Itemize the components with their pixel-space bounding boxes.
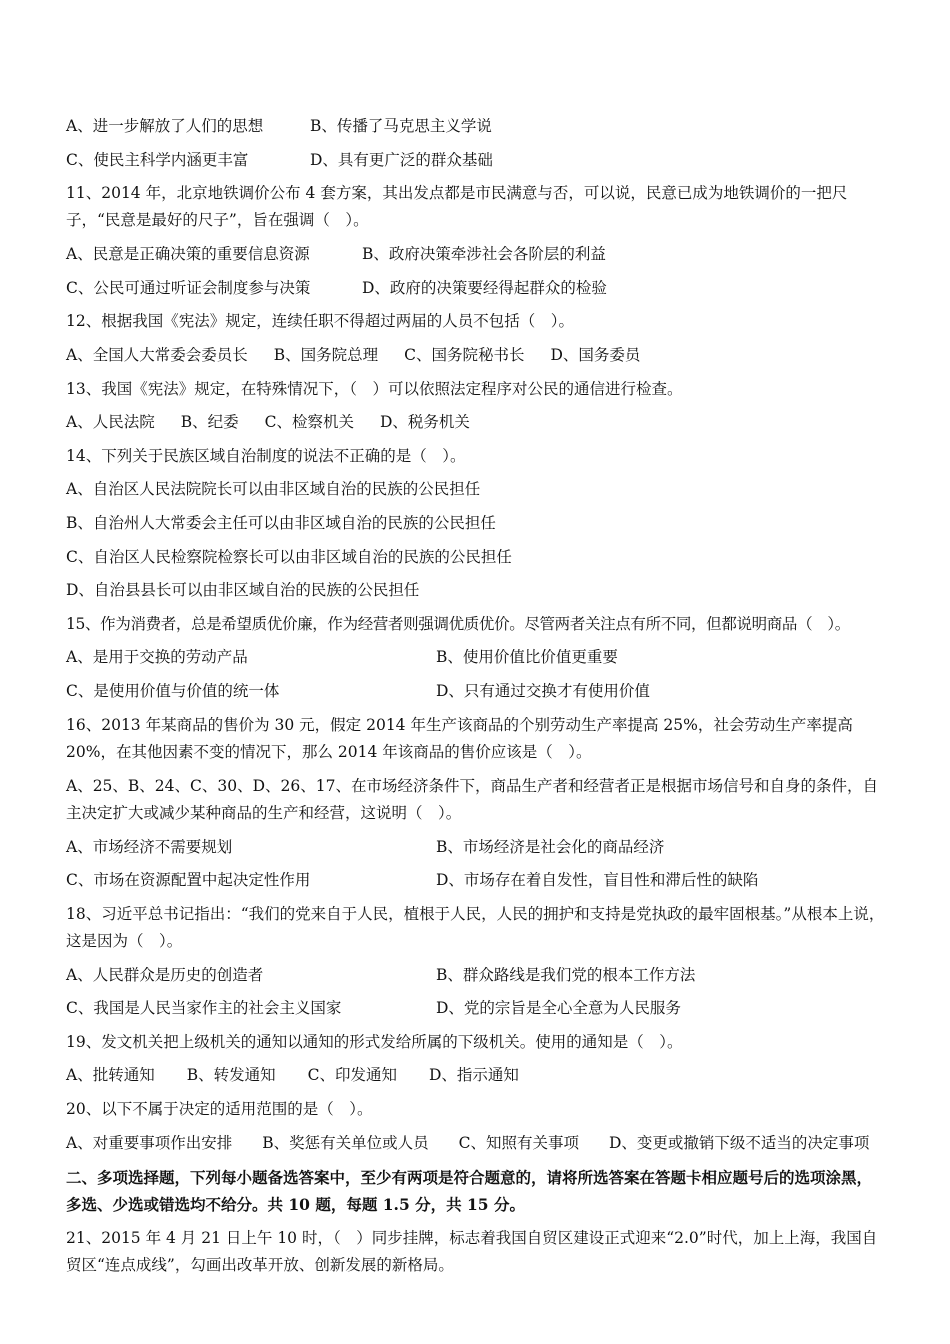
q11-option-b: B、政府决策牵涉社会各阶层的利益 [362,245,606,264]
q20-option-d: D、变更或撤销下级不适当的决定事项 [608,1133,870,1152]
q19-option-d: D、指示通知 [428,1066,519,1085]
q15-option-c: C、是使用价值与价值的统一体 [66,681,280,700]
q18-option-b: B、群众路线是我们党的根本工作方法 [436,965,696,984]
q10-option-a: A、进一步解放了人们的思想 [66,117,264,135]
q11-option-a: A、民意是正确决策的重要信息资源 [66,245,310,264]
q13-option-c: C、检察机关 [264,413,354,432]
q13-option-a: A、人民法院 [66,413,155,432]
q14-option-d: D、自治县县长可以由非区域自治的民族的公民担任 [66,581,420,600]
q15-option-a: A、是用于交换的劳动产品 [66,648,248,667]
q17-options-row-2 [66,864,886,898]
q11-option-d: D、政府的决策要经得起群众的检验 [362,278,607,297]
q10-option-d: D、具有更广泛的群众基础 [310,150,493,169]
q12-option-a: A、全国人大常委会委员长 [66,345,248,364]
q13-options-row [66,406,886,440]
q19-options-row [66,1059,886,1093]
q18-option-d: D、党的宗旨是全心全意为人民服务 [436,999,681,1018]
q15-stem: 15、作为消费者，总是希望质优价廉，作为经营者则强调优质优价。尽管两者关注点有所不同，但都说明商品（ ）。 [66,614,850,633]
q12-options-row [66,339,886,373]
q13-option-d: D、税务机关 [379,413,470,432]
q14-option-a: A、自治区人民法院院长可以由非区域自治的民族的公民担任 [66,480,481,499]
q21-stem: 21、2015 年 4 月 21 日上午 10 时，（ ）同步挂牌，标志着我国自贸区建设正式迎来“2.0”时代，加上上海，我国自贸区“连点成线”，勾画出改革开放、创新发展的新格局。 [66,1228,878,1274]
q20-option-c: C、知照有关事项 [458,1133,579,1152]
q20-stem: 20、以下不属于决定的适用范围的是（ ）。 [66,1100,373,1119]
q16-stem: 16、2013 年某商品的售价为 30 元，假定 2014 年生产该商品的个别劳动生产率提高 25%，社会劳动生产率提高 20%，在其他因素不变的情况下，那么 2014 年该商品的售价应该是（ ）。 [66,715,853,761]
q19-stem: 19、发文机关把上级机关的通知以通知的形式发给所属的下级机关。使用的通知是（ ）。 [66,1032,683,1051]
q14-option-b: B、自治州人大常委会主任可以由非区域自治的民族的公民担任 [66,513,496,532]
q18-options-row-1 [66,959,886,993]
q20-option-b: B、奖惩有关单位或人员 [262,1133,429,1152]
q13-option-b: B、纪委 [180,413,239,432]
q10-options-row-2 [66,144,886,178]
q17-stem: A、25、B、24、C、30、D、26、17、在市场经济条件下，商品生产者和经营者正是根据市场信号和自身的条件，自主决定扩大或减少某种商品的生产和经营，这说明（ ）。 [66,776,878,822]
q12-option-c: C、国务院秘书长 [404,345,525,364]
q10-options-row-1 [66,110,886,144]
q14-option-c: C、自治区人民检察院检察长可以由非区域自治的民族的公民担任 [66,547,512,566]
q17-option-a: A、市场经济不需要规划 [66,837,233,856]
q17-options-row-1 [66,831,886,865]
q18-stem: 18、习近平总书记指出：“我们的党来自于人民，植根于人民，人民的拥护和支持是党执政的最牢固根基。”从根本上说，这是因为（ ）。 [66,904,885,950]
q20-option-a: A、对重要事项作出安排 [66,1133,233,1152]
q11-options-row-1 [66,238,886,272]
q20-options-row [66,1127,886,1161]
q19-option-b: B、转发通知 [186,1066,276,1085]
q17-option-c: C、市场在资源配置中起决定性作用 [66,871,311,890]
q18-option-a: A、人民群众是历史的创造者 [66,965,264,984]
q11-options-row-2 [66,272,886,306]
q12-stem: 12、根据我国《宪法》规定，连续任职不得超过两届的人员不包括（ ）。 [66,312,574,331]
exam-page [66,110,886,1283]
q18-option-c: C、我国是人民当家作主的社会主义国家 [66,999,342,1018]
q17-option-d: D、市场存在着自发性，盲目性和滞后性的缺陷 [436,871,759,890]
q14-stem: 14、下列关于民族区域自治制度的说法不正确的是（ ）。 [66,446,466,465]
section-2-heading: 二、多项选择题，下列每小题备选答案中，至少有两项是符合题意的，请将所选答案在答题卡相应题号后的选项涂黑，多选、少选或错选均不给分。共 10 题，每题 1.5 分，共 15 分。 [66,1167,873,1214]
q11-stem: 11、2014 年，北京地铁调价公布 4 套方案，其出发点都是市民满意与否，可以说，民意已成为地铁调价的一把尺子，“民意是最好的尺子”，旨在强调（ ）。 [66,184,848,230]
q19-option-a: A、批转通知 [66,1066,155,1085]
q13-stem: 13、我国《宪法》规定，在特殊情况下，（ ）可以依照法定程序对公民的通信进行检查。 [66,379,683,398]
q12-option-d: D、国务委员 [550,345,641,364]
q18-options-row-2 [66,992,886,1026]
q17-option-b: B、市场经济是社会化的商品经济 [436,837,665,856]
q15-options-row-2 [66,675,886,709]
q11-option-c: C、公民可通过听证会制度参与决策 [66,278,311,297]
q19-option-c: C、印发通知 [307,1066,397,1085]
q15-options-row-1 [66,641,886,675]
q10-option-c: C、使民主科学内涵更丰富 [66,150,249,169]
q15-option-b: B、使用价值比价值更重要 [436,648,618,667]
q10-option-b: B、传播了马克思主义学说 [310,117,492,135]
q12-option-b: B、国务院总理 [273,345,379,364]
q15-option-d: D、只有通过交换才有使用价值 [436,681,650,700]
